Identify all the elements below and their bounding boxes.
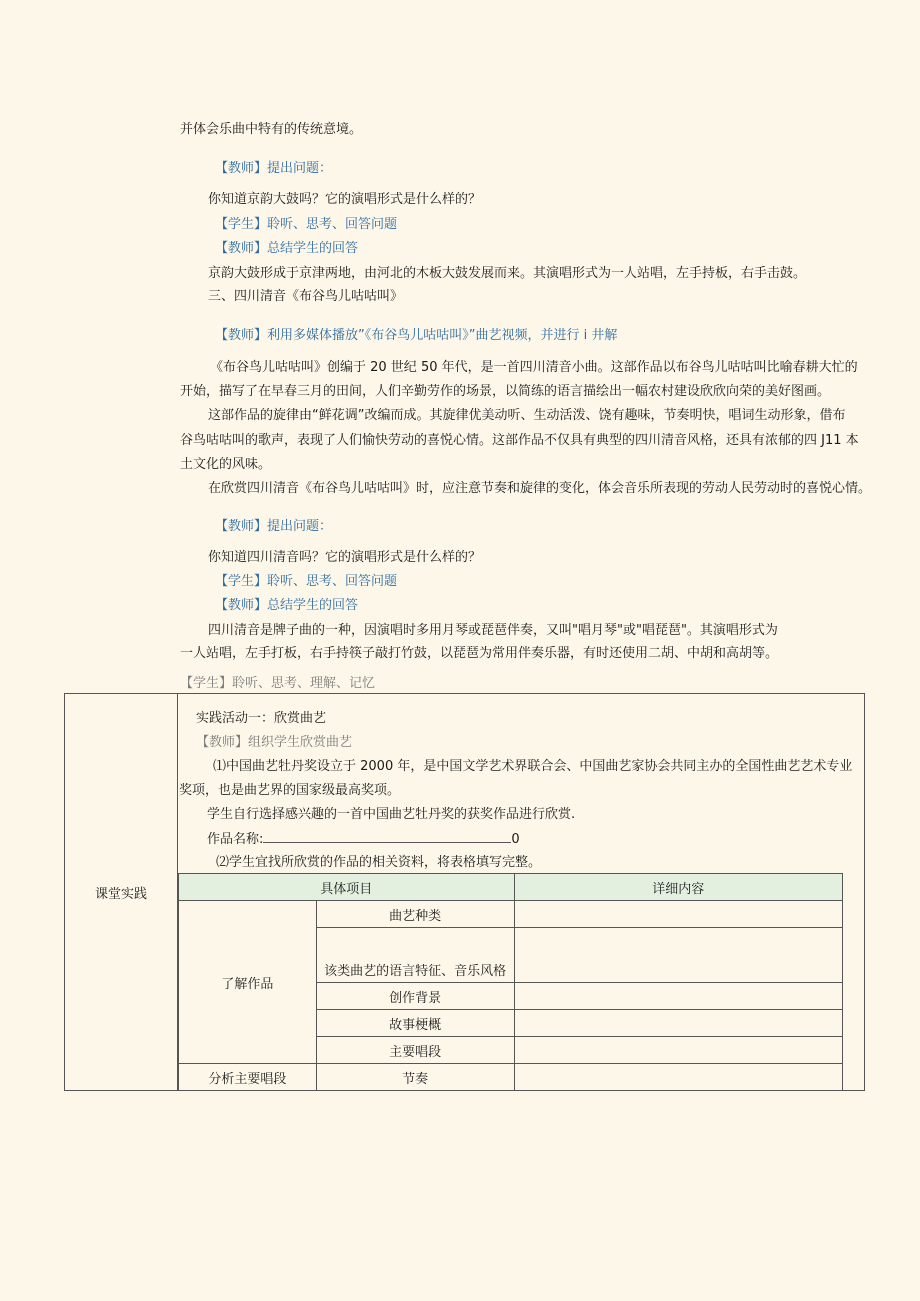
student-activity: 【学生】聆听、思考、理解、记忆 (180, 676, 376, 691)
practice-item-2: ⑵学生宜找所欣赏的作品的相关资料，将表格填写完整。 (216, 855, 542, 870)
detail-cell[interactable] (514, 928, 843, 983)
row-label: 主要唱段 (316, 1037, 514, 1064)
detail-cell[interactable] (514, 1064, 843, 1091)
paragraph: 土文化的风味。 (180, 457, 272, 472)
work-name-field (207, 830, 520, 849)
question: 你知道四川清音吗？它的演唱形式是什么样的？ (208, 550, 482, 565)
student-activity: 【学生】聆听、思考、回答问题 (215, 217, 398, 232)
paragraph: 开始，描写了在早春三月的田间，人们辛勤劳作的场景，以简练的语言描绘出一幅农村建设欣欣向荣的美好图画。 (180, 384, 831, 399)
practice-item-1-cont: 奖项，也是曲艺界的国家级最高奖项。 (179, 783, 401, 798)
detail-cell[interactable] (514, 1010, 843, 1037)
section-heading: 三、四川清音《布谷鸟儿咕咕叫》 (208, 289, 404, 304)
practice-label: 课堂实践 (65, 694, 178, 1090)
paragraph: 四川清音是牌子曲的一种，因演唱时多用月琴或琵琶伴奏，又叫"唱月琴"或"唱琵琶"。其演唱形式为 (208, 623, 778, 638)
teacher-prompt: 【教师】提出问题： (215, 519, 333, 534)
teacher-activity: 【教师】利用多媒体播放”《布谷鸟儿咕咕叫》”曲艺视频，并进行 i 井解 (215, 328, 618, 343)
group-understand-work: 了解作品 (179, 901, 317, 1064)
row-label: 该类曲艺的语言特征、音乐风格 (316, 928, 514, 983)
teacher-prompt: 【教师】提出问题： (215, 161, 333, 176)
paragraph: 《布谷鸟儿咕咕叫》创编于 20 世纪 50 年代，是一首四川清音小曲。这部作品以布谷鸟儿咕咕叫比喻春耕大忙的 (210, 360, 858, 375)
student-activity: 【学生】聆听、思考、回答问题 (215, 574, 398, 589)
paragraph: 一人站唱，左手打板，右手持筷子敲打竹鼓，以琵琶为常用伴奏乐器，有时还使用二胡、中胡和高胡等。 (180, 646, 779, 661)
detail-cell[interactable] (514, 1037, 843, 1064)
row-label: 节奏 (316, 1064, 514, 1091)
work-name-blank[interactable] (263, 830, 511, 843)
practice-instruction: 学生自行选择感兴趣的一首中国曲艺牡丹奖的获奖作品进行欣赏. (207, 807, 576, 822)
row-label: 故事梗概 (316, 1010, 514, 1037)
analysis-table (178, 873, 843, 1091)
row-label: 曲艺种类 (316, 901, 514, 928)
teacher-activity: 【教师】组织学生欣赏曲艺 (196, 735, 353, 750)
practice-item-1: ⑴中国曲艺牡丹奖设立于 2000 年，是中国文学艺术界联合会、中国曲艺家协会共同主办的全国性曲艺艺术专业 (213, 759, 853, 774)
detail-cell[interactable] (514, 983, 843, 1010)
teacher-summary: 【教师】总结学生的回答 (215, 598, 359, 613)
paragraph: 这部作品的旋律由“鲜花调”改编而成。其旋律优美动听、生动活泼、饶有趣味，节奏明快，唱词生动形象，借布 (208, 408, 846, 423)
work-name-suffix: 0 (511, 832, 520, 847)
practice-box (64, 693, 865, 1091)
paragraph: 谷鸟咕咕叫的歌声，表现了人们愉快劳动的喜悦心情。这部作品不仅具有典型的四川清音风格，还具有浓郁的四 J11 本 (180, 433, 859, 448)
paragraph: 京韵大鼓形成于京津两地，由河北的木板大鼓发展而来。其演唱形式为一人站唱，左手持板，右手击鼓。 (208, 266, 807, 281)
paragraph: 并体会乐曲中特有的传统意境。 (180, 122, 363, 137)
practice-title: 实践活动一：欣赏曲艺 (196, 711, 327, 726)
detail-cell[interactable] (514, 901, 843, 928)
row-label: 创作背景 (316, 983, 514, 1010)
teacher-summary: 【教师】总结学生的回答 (215, 241, 359, 256)
paragraph: 在欣赏四川清音《布谷鸟儿咕咕叫》时，应注意节奏和旋律的变化，体会音乐所表现的劳动人民劳动时的喜悦心情。 (208, 481, 872, 496)
header-detail: 详细内容 (514, 874, 843, 901)
header-item: 具体项目 (179, 874, 515, 901)
work-name-label: 作品名称: (207, 832, 264, 847)
question: 你知道京韵大鼓吗？它的演唱形式是什么样的？ (208, 192, 482, 207)
group-analyze-aria: 分析主要唱段 (179, 1064, 317, 1091)
